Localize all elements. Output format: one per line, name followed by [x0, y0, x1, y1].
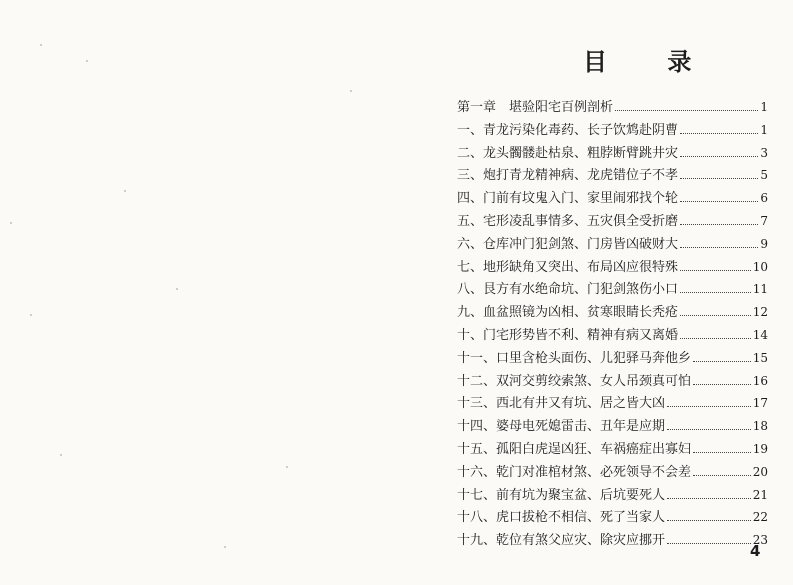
- page-title: 目 录: [583, 48, 718, 76]
- toc-entry-page: 11: [752, 282, 768, 297]
- toc-entry-page: 10: [752, 259, 768, 274]
- toc-entry-page: 22: [752, 510, 768, 525]
- toc-entry-page: 6: [760, 191, 768, 206]
- toc-entry[interactable]: [457, 529, 768, 552]
- blank-left-page: [0, 0, 396, 585]
- toc-entry-page: 19: [752, 441, 768, 456]
- toc-entry-title: 十、门宅形势皆不利、精神有病又离婚: [457, 327, 679, 343]
- toc-entry[interactable]: [457, 506, 768, 529]
- dot-leader: [667, 406, 751, 407]
- toc-entry-title: 三、炮打青龙精神病、龙虎错位子不孝: [457, 168, 679, 184]
- dot-leader: [693, 384, 751, 385]
- dot-leader: [693, 475, 751, 476]
- dot-leader: [667, 429, 751, 430]
- dot-leader: [667, 498, 751, 499]
- toc-entry[interactable]: [457, 210, 768, 233]
- toc-entry-page: 15: [752, 350, 768, 365]
- toc-entry-page: 7: [760, 213, 768, 228]
- toc-entry[interactable]: [457, 278, 768, 301]
- toc-entry-page: 5: [760, 168, 768, 183]
- dot-leader: [667, 543, 751, 544]
- dot-leader: [680, 156, 758, 157]
- toc-entry-page: 20: [752, 464, 768, 479]
- toc-entry-page: 1: [760, 100, 768, 114]
- toc-entry-page: 21: [752, 487, 768, 502]
- toc-entry[interactable]: [457, 187, 768, 210]
- dot-leader: [680, 224, 758, 225]
- dot-leader: [680, 270, 751, 271]
- dot-leader: [680, 178, 758, 179]
- toc-entry-title: 四、门前有坟鬼入门、家里闹邪找个轮: [457, 191, 679, 207]
- toc-entry[interactable]: [457, 324, 768, 347]
- toc-entry[interactable]: [457, 415, 768, 438]
- dot-leader: [693, 452, 751, 453]
- toc-entry[interactable]: [457, 347, 768, 370]
- toc-entry-page: 9: [760, 236, 768, 251]
- toc-entry-title: 十五、孤阳白虎逞凶狂、车祸癌症出寡妇: [457, 441, 692, 457]
- toc-entry-title: 五、宅形凌乱事情多、五灾俱全受折磨: [457, 213, 679, 229]
- toc-entry[interactable]: [457, 461, 768, 484]
- toc-entry-page: 17: [752, 396, 768, 411]
- paper-speck: [350, 90, 352, 92]
- toc-entry-title: 十二、双河交剪绞索煞、女人吊颈真可怕: [457, 373, 692, 389]
- toc-entry-title: 七、地形缺角又突出、布局凶应很特殊: [457, 259, 679, 275]
- toc-entry-title: 六、仓库冲门犯剑煞、门房皆凶破财大: [457, 236, 679, 252]
- dot-leader: [667, 520, 751, 521]
- contents-page: [396, 0, 793, 585]
- paper-speck: [224, 546, 226, 548]
- toc-entry-page: 14: [752, 327, 768, 342]
- page-number: 4: [750, 542, 761, 560]
- dot-leader: [693, 361, 751, 362]
- dot-leader: [680, 201, 758, 202]
- dot-leader: [680, 247, 758, 248]
- dot-leader: [680, 292, 751, 293]
- dot-leader: [615, 110, 758, 111]
- dot-leader: [680, 338, 751, 339]
- toc-entry-title: 第一章 堪验阳宅百例剖析: [457, 100, 614, 115]
- toc-entry[interactable]: [457, 438, 768, 461]
- toc-entry-page: 3: [760, 145, 768, 160]
- toc-entry[interactable]: [457, 119, 768, 142]
- toc-entry-page: 1: [760, 122, 768, 137]
- toc-entry-page: 23: [752, 533, 768, 548]
- toc-entry-title: 八、艮方有水绝命坑、门犯剑煞伤小口: [457, 282, 679, 298]
- toc-entry[interactable]: [457, 233, 768, 256]
- paper-speck: [60, 454, 62, 456]
- paper-speck: [286, 466, 288, 468]
- toc-entry-title: 十九、乾位有煞父应灾、除灾应挪开: [457, 533, 666, 549]
- paper-speck: [30, 314, 32, 316]
- toc-entry-title: 一、青龙污染化毒药、长子饮鸩赴阴曹: [457, 122, 679, 138]
- toc-entry-title: 十六、乾门对准棺材煞、必死领导不会差: [457, 464, 692, 480]
- toc-entry[interactable]: [457, 484, 768, 507]
- paper-speck: [40, 44, 42, 46]
- toc-entry-title: 二、龙头髑髅赴枯泉、粗脖断臂跳井灾: [457, 145, 679, 161]
- dot-leader: [680, 133, 758, 134]
- paper-speck: [176, 288, 178, 290]
- toc-entry[interactable]: [457, 301, 768, 324]
- toc-entry-title: 九、血盆照镜为凶相、贫寒眼睛长秃疮: [457, 305, 679, 321]
- toc-entry[interactable]: [457, 370, 768, 393]
- toc-entry-title: 十三、西北有井又有坑、居之皆大凶: [457, 396, 666, 412]
- dot-leader: [680, 315, 751, 316]
- toc-entry-page: 12: [752, 305, 768, 320]
- paper-speck: [10, 222, 12, 224]
- toc-entry[interactable]: [457, 142, 768, 165]
- toc-entry-title: 十四、婆母电死媳雷击、丑年是应期: [457, 419, 666, 435]
- toc-entry[interactable]: [457, 256, 768, 279]
- paper-speck: [86, 60, 88, 62]
- toc-entry-title: 十八、虎口拔枪不相信、死了当家人: [457, 510, 666, 526]
- toc-entry[interactable]: [457, 164, 768, 187]
- toc-entry[interactable]: [457, 392, 768, 415]
- toc-entry-title: 十七、前有坑为聚宝盆、后坑要死人: [457, 487, 666, 503]
- paper-speck: [124, 190, 126, 192]
- toc-entry-page: 18: [752, 419, 768, 434]
- toc-entry[interactable]: [457, 96, 768, 119]
- toc-entry-title: 十一、口里含枪头面伤、儿犯驿马奔他乡: [457, 350, 692, 366]
- table-of-contents: [457, 96, 768, 552]
- toc-entry-page: 16: [752, 373, 768, 388]
